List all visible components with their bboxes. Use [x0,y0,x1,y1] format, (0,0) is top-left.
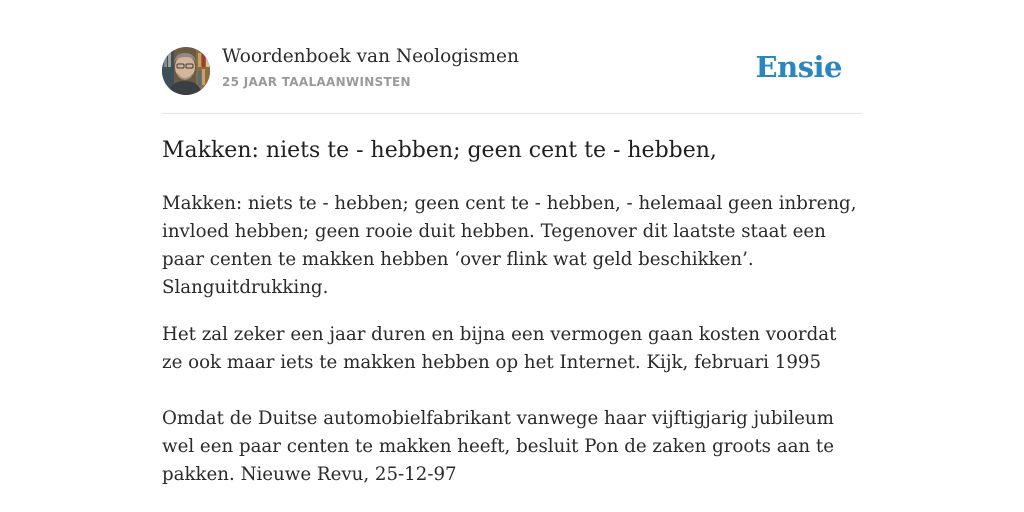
avatar[interactable] [162,47,210,95]
entry-content [162,190,862,489]
definition-text: Makken: niets te - hebben; geen cent te - hebben, - helemaal geen inbreng, invloed hebben; geen rooie duit hebben. Tegenover dit laatste staat een paar centen te makken hebben ‘over flink wat geld beschikken’. Slanguitdrukking. [162,193,857,298]
author-portrait-icon [162,47,210,95]
page-title: Makken: niets te - hebben; geen cent te - hebben, [162,138,717,163]
header-divider [162,113,862,114]
ensie-logo-link[interactable]: Ensie [755,50,842,84]
paragraph-spacer [162,377,862,405]
site-header [162,46,862,96]
site-subtitle: 25 JAAR TAALAANWINSTEN [222,75,411,89]
example-quote: Het zal zeker een jaar duren en bijna een vermogen gaan kosten voordat ze ook maar iets te makken hebben op het Internet. Kijk, februari 1995 [162,324,837,373]
site-title-link[interactable]: Woordenboek van Neologismen [222,46,519,67]
example-quote: Omdat de Duitse automobielfabrikant vanwege haar vijftigjarig jubileum wel een paar centen te makken heeft, besluit Pon de zaken groots aan te pakken. Nieuwe Revu, 25-12-97 [162,408,834,485]
